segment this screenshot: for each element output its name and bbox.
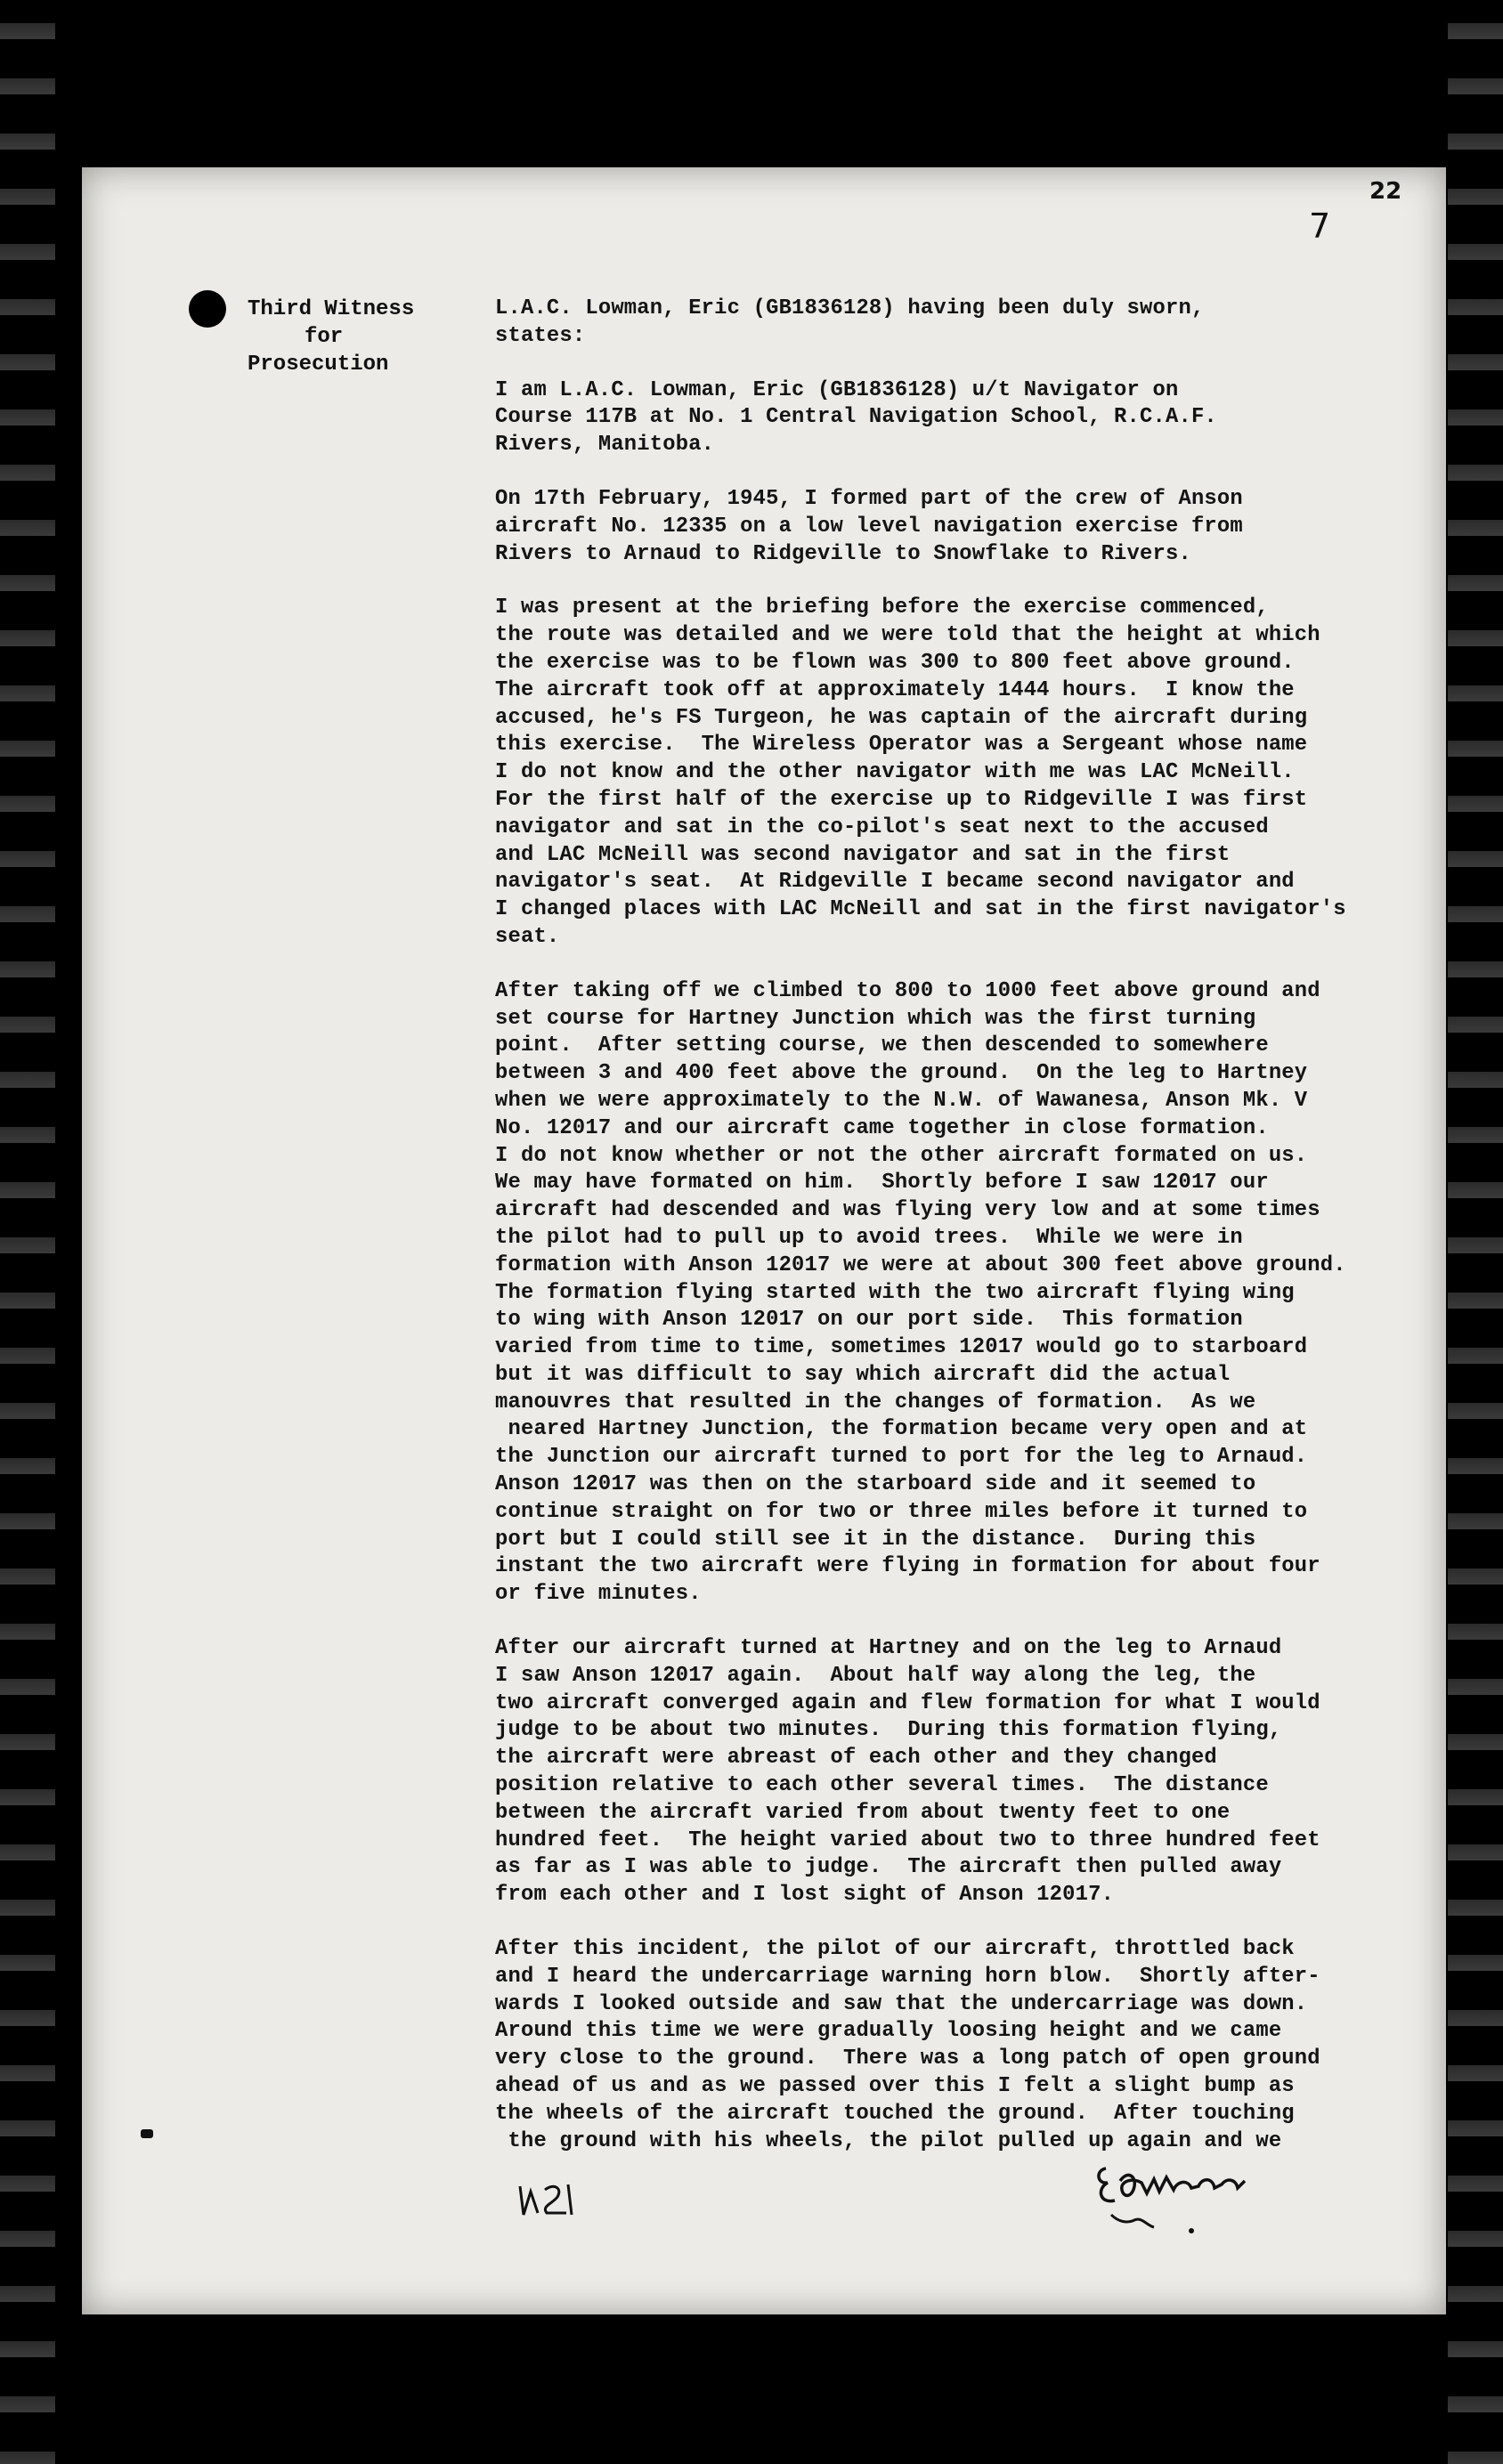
text-line: the route was detailed and we were told that the height at which [495, 623, 1320, 648]
punch-hole [189, 290, 226, 328]
statement-paragraph [495, 978, 1394, 1609]
text-line: between the aircraft varied from about twenty feet to one [495, 1800, 1231, 1825]
corner-number: 22 [1369, 178, 1402, 205]
text-line: On 17th February, 1945, I formed part of the crew of Anson [495, 486, 1243, 511]
film-edge-left [0, 0, 55, 2464]
initials-mark [515, 2174, 595, 2227]
witness-heading [248, 296, 470, 378]
text-line: the aircraft were abreast of each other and they changed [495, 1746, 1217, 1771]
text-line: when we were approximately to the N.W. of Wawanesa, Anson Mk. V [495, 1088, 1308, 1113]
text-line: port but I could still see it in the distance. During this [495, 1527, 1256, 1552]
text-line: states: [495, 323, 586, 348]
text-line: accused, he's FS Turgeon, he was captain of the aircraft during [495, 705, 1308, 730]
statement-paragraph [495, 486, 1394, 568]
text-line: Anson 12017 was then on the starboard side and it seemed to [495, 1472, 1256, 1497]
text-line: or five minutes. [495, 1582, 702, 1607]
text-line: For the first half of the exercise up to Ridgeville I was first [495, 787, 1308, 812]
text-line: this exercise. The Wireless Operator was a Sergeant whose name [495, 733, 1308, 758]
text-line: the pilot had to pull up to avoid trees. While we were in [495, 1225, 1243, 1250]
text-line: I changed places with LAC McNeill and sat in the first navigator's [495, 897, 1346, 922]
statement-body [495, 296, 1394, 2182]
text-line: continue straight on for two or three miles before it turned to [495, 1499, 1308, 1524]
text-line: the ground with his wheels, the pilot pulled up again and we [495, 2128, 1282, 2153]
statement-paragraph [495, 1635, 1394, 1909]
text-line: two aircraft converged again and flew formation for what I would [495, 1690, 1320, 1715]
text-line: judge to be about two minutes. During this formation flying, [495, 1718, 1282, 1743]
text-line: ahead of us and as we passed over this I felt a slight bump as [495, 2074, 1295, 2099]
text-line: the Junction our aircraft turned to port for the leg to Arnaud. [495, 1445, 1308, 1470]
text-line: and I heard the undercarriage warning horn blow. Shortly after- [495, 1964, 1320, 1989]
text-line: navigator's seat. At Ridgeville I became second navigator and [495, 870, 1295, 895]
text-line: No. 12017 and our aircraft came together in close formation. [495, 1115, 1269, 1140]
text-line: instant the two aircraft were flying in formation for about four [495, 1554, 1320, 1579]
text-line: Course 117B at No. 1 Central Navigation School, R.C.A.F. [495, 405, 1217, 430]
heading-line: for [305, 325, 344, 349]
text-line: We may have formated on him. Shortly before I saw 12017 our [495, 1171, 1269, 1196]
text-line: between 3 and 400 feet above the ground. On the leg to Hartney [495, 1061, 1308, 1086]
text-line: from each other and I lost sight of Anson 12017. [495, 1883, 1115, 1908]
heading-line: Third Witness [248, 297, 415, 321]
text-line: hundred feet. The height varied about two to three hundred feet [495, 1828, 1320, 1852]
text-line: point. After setting course, we then descended to somewhere [495, 1033, 1269, 1058]
text-line: varied from time to time, sometimes 12017 would go to starboard [495, 1335, 1308, 1360]
text-line: The aircraft took off at approximately 1444 hours. I know the [495, 677, 1295, 702]
text-line: aircraft had descended and was flying very low and at some times [495, 1198, 1320, 1223]
text-line: seat. [495, 924, 560, 949]
text-line: wards I looked outside and saw that the undercarriage was down. [495, 1991, 1308, 2016]
statement-paragraph [495, 377, 1394, 459]
text-line: manouvres that resulted in the changes of formation. As we [495, 1390, 1256, 1414]
text-line: neared Hartney Junction, the formation became very open and at [495, 1417, 1308, 1442]
statement-paragraph [495, 296, 1394, 351]
text-line: position relative to each other several times. The distance [495, 1773, 1269, 1798]
text-line: formation with Anson 12017 we were at about 300 feet above ground. [495, 1252, 1346, 1277]
statement-paragraph [495, 1936, 1394, 2155]
text-line: I saw Anson 12017 again. About half way along the leg, the [495, 1663, 1256, 1688]
text-line: The formation flying started with the two aircraft flying wing [495, 1280, 1295, 1305]
margin-mark [141, 2129, 153, 2138]
text-line: aircraft No. 12335 on a low level navigation exercise from [495, 514, 1243, 539]
text-line: L.A.C. Lowman, Eric (GB1836128) having been duly sworn, [495, 296, 1205, 320]
text-line: After this incident, the pilot of our aircraft, throttled back [495, 1937, 1295, 1962]
text-line: I do not know and the other navigator with me was LAC McNeill. [495, 760, 1295, 785]
text-line: After taking off we climbed to 800 to 1000 feet above ground and [495, 978, 1320, 1003]
text-line: Rivers, Manitoba. [495, 433, 715, 458]
page-number: 7 [1309, 207, 1331, 246]
text-line: very close to the ground. There was a long patch of open ground [495, 2047, 1320, 2071]
text-line: as far as I was able to judge. The aircraft then pulled away [495, 1855, 1282, 1880]
text-line: I am L.A.C. Lowman, Eric (GB1836128) u/t Navigator on [495, 377, 1179, 402]
heading-line: Prosecution [248, 353, 389, 377]
text-line: Rivers to Arnaud to Ridgeville to Snowflake to Rivers. [495, 541, 1191, 566]
text-line: set course for Hartney Junction which was the first turning [495, 1006, 1256, 1031]
text-line: the exercise was to be flown was 300 to 800 feet above ground. [495, 650, 1295, 675]
text-line: I was present at the briefing before the exercise commenced, [495, 596, 1269, 620]
text-line: Around this time we were gradually loosing height and we came [495, 2019, 1282, 2044]
film-edge-right [1448, 0, 1503, 2464]
text-line: After our aircraft turned at Hartney and on the leg to Arnaud [495, 1636, 1282, 1661]
text-line: the wheels of the aircraft touched the ground. After touching [495, 2101, 1295, 2126]
text-line: to wing with Anson 12017 on our port side. This formation [495, 1308, 1243, 1333]
text-line: I do not know whether or not the other aircraft formated on us. [495, 1143, 1308, 1168]
text-line: and LAC McNeill was second navigator and sat in the first [495, 842, 1231, 867]
text-line: but it was difficult to say which aircraft did the actual [495, 1362, 1231, 1387]
signature [1088, 2145, 1293, 2243]
statement-paragraph [495, 595, 1394, 951]
text-line: navigator and sat in the co-pilot's seat next to the accused [495, 815, 1269, 839]
